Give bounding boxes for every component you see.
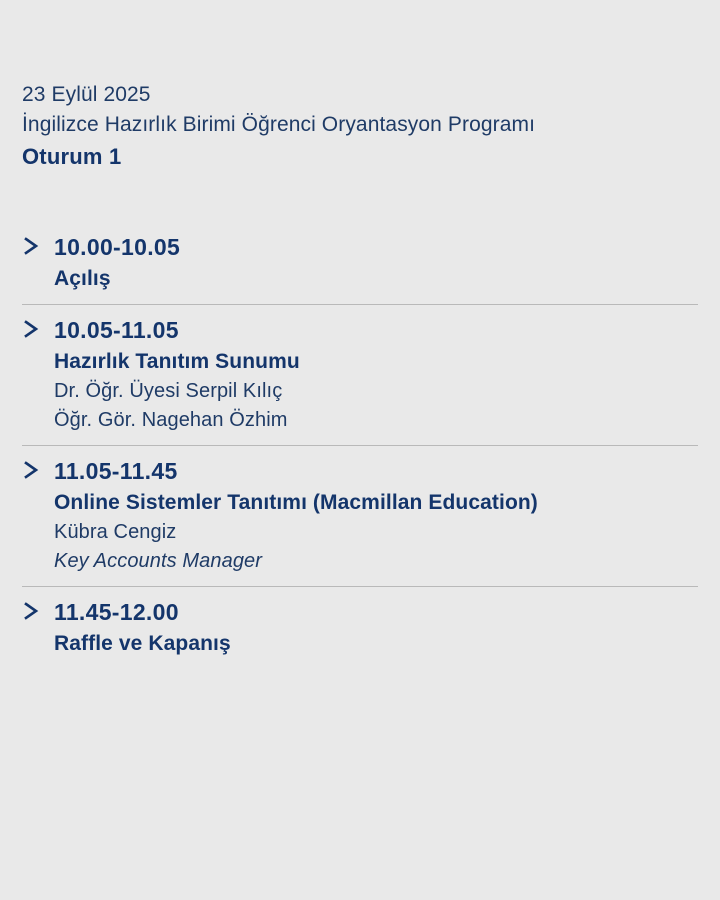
schedule-item [22, 445, 698, 586]
schedule-item-title: Raffle ve Kapanış [54, 632, 231, 655]
chevron-right-icon [22, 317, 44, 341]
schedule-item-title: Hazırlık Tanıtım Sunumu [54, 350, 300, 373]
event-date: 23 Eylül 2025 [22, 83, 151, 106]
schedule-item [22, 586, 698, 669]
program-title: İngilizce Hazırlık Birimi Öğrenci Oryantasyon Programı [22, 113, 536, 136]
schedule-item-title: Açılış [54, 267, 111, 290]
schedule-item-person: Dr. Öğr. Üyesi Serpil Kılıç [54, 380, 283, 402]
schedule-item-time: 11.05-11.45 [54, 458, 178, 484]
session-title: Oturum 1 [22, 144, 122, 169]
schedule-item-title: Online Sistemler Tanıtımı (Macmillan Education) [54, 491, 538, 514]
page-header [22, 80, 698, 172]
schedule-item [22, 304, 698, 445]
schedule-item-time: 10.05-11.05 [54, 317, 179, 343]
schedule-item-person: Kübra Cengiz [54, 521, 177, 543]
schedule-item-person: Öğr. Gör. Nagehan Özhim [54, 409, 288, 431]
schedule-item-person-role: Key Accounts Manager [54, 550, 263, 572]
chevron-right-icon [22, 458, 44, 482]
schedule-item-time: 11.45-12.00 [54, 599, 179, 625]
schedule-item [22, 234, 698, 304]
chevron-right-icon [22, 234, 44, 258]
chevron-right-icon [22, 599, 44, 623]
schedule-list [22, 234, 698, 669]
schedule-item-time: 10.00-10.05 [54, 234, 181, 260]
